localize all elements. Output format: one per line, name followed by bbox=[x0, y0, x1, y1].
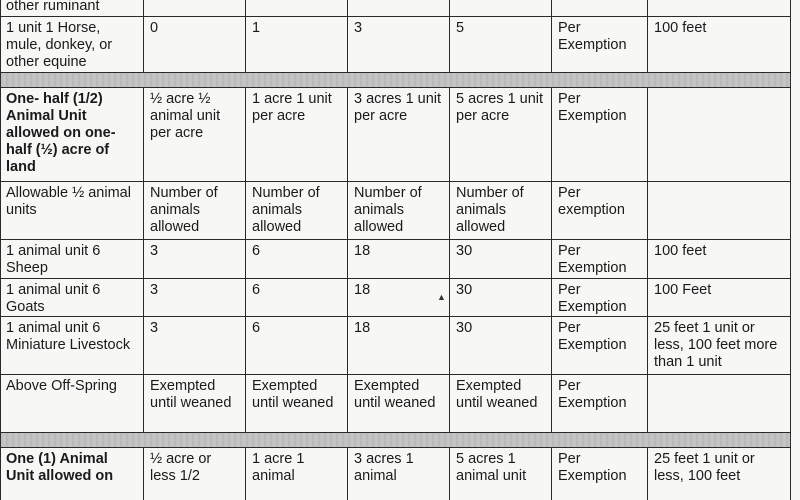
table-cell-setback-col: 25 feet 1 unit or less, 100 feet more than 1 unit bbox=[648, 317, 791, 375]
table-row bbox=[1, 88, 791, 182]
table-cell-five-acre-col bbox=[450, 0, 552, 17]
table-cell-five-acre-col: 30 bbox=[450, 317, 552, 375]
table-cell-row-label: Allowable ½ animal units bbox=[1, 182, 144, 240]
table-cell-exemption-col bbox=[552, 0, 648, 17]
table-cell-five-acre-col: 5 acres 1 animal unit bbox=[450, 448, 552, 500]
table-cell-half-acre-col: ½ acre or less 1/2 bbox=[144, 448, 246, 500]
table-row bbox=[1, 317, 791, 375]
table-cell-one-acre-col: Exempted until weaned bbox=[246, 375, 348, 433]
table-cell-half-acre-col: Exempted until weaned bbox=[144, 375, 246, 433]
table-row bbox=[1, 240, 791, 279]
table-row bbox=[1, 0, 791, 17]
table-cell-one-acre-col: 6 bbox=[246, 317, 348, 375]
table-cell-setback-col bbox=[648, 88, 791, 182]
table-cell-three-acre-col: 3 acres 1 unit per acre bbox=[348, 88, 450, 182]
table-cell-half-acre-col: 3 bbox=[144, 240, 246, 279]
table-cell-setback-col bbox=[648, 182, 791, 240]
table-cell-exemption-col: Per exemption bbox=[552, 182, 648, 240]
table-row bbox=[1, 17, 791, 73]
table-cell-setback-col: 100 feet bbox=[648, 17, 791, 73]
table-cell-three-acre-col: 18 bbox=[348, 240, 450, 279]
table-cell-row-label: 1 animal unit 6 Goats bbox=[1, 279, 144, 317]
table-body bbox=[1, 0, 791, 500]
table-cell-half-acre-col: 3 bbox=[144, 279, 246, 317]
table-cell-exemption-col: Per Exemption bbox=[552, 375, 648, 433]
table-cell-one-acre-col: 6 bbox=[246, 279, 348, 317]
table-cell-three-acre-col: 3 bbox=[348, 17, 450, 73]
table-cell-row-label: One- half (1/2) Animal Unit allowed on one-half (½) acre of land bbox=[1, 88, 144, 182]
table-cell-exemption-col: Per Exemption bbox=[552, 317, 648, 375]
table-cell-one-acre-col: 1 acre 1 unit per acre bbox=[246, 88, 348, 182]
table-cell-one-acre-col: 6 bbox=[246, 240, 348, 279]
scan-artifact-mark: ▲ bbox=[437, 292, 446, 302]
section-separator bbox=[1, 73, 791, 88]
table-cell-one-acre-col bbox=[246, 0, 348, 17]
table-cell-exemption-col: Per Exemption bbox=[552, 448, 648, 500]
table-cell-five-acre-col: 5 bbox=[450, 17, 552, 73]
table-cell-exemption-col: Per Exemption bbox=[552, 88, 648, 182]
table-cell-one-acre-col: 1 bbox=[246, 17, 348, 73]
table-cell-row-label: 1 animal unit 6 Miniature Livestock bbox=[1, 317, 144, 375]
table-cell-half-acre-col bbox=[144, 0, 246, 17]
table-row bbox=[1, 279, 791, 317]
table-cell-one-acre-col: Number of animals allowed bbox=[246, 182, 348, 240]
table-cell-half-acre-col: 0 bbox=[144, 17, 246, 73]
table-row bbox=[1, 375, 791, 433]
table-cell-exemption-col: Per Exemption bbox=[552, 279, 648, 317]
table-cell-setback-col: 100 feet bbox=[648, 240, 791, 279]
table-cell-row-label: One (1) Animal Unit allowed on bbox=[1, 448, 144, 500]
table-cell-one-acre-col: 1 acre 1 animal bbox=[246, 448, 348, 500]
table-cell-three-acre-col: 18 bbox=[348, 317, 450, 375]
table-cell-setback-col bbox=[648, 0, 791, 17]
table-cell-five-acre-col: 5 acres 1 unit per acre bbox=[450, 88, 552, 182]
table-cell-five-acre-col: 30 bbox=[450, 240, 552, 279]
table-cell-five-acre-col: Number of animals allowed bbox=[450, 182, 552, 240]
table-cell-setback-col: 100 Feet bbox=[648, 279, 791, 317]
table-cell-three-acre-col: 3 acres 1 animal bbox=[348, 448, 450, 500]
separator-bar bbox=[1, 433, 791, 448]
table-row bbox=[1, 448, 791, 500]
table-cell-setback-col: 25 feet 1 unit or less, 100 feet bbox=[648, 448, 791, 500]
table-cell-three-acre-col: Number of animals allowed bbox=[348, 182, 450, 240]
table-cell-exemption-col: Per Exemption bbox=[552, 240, 648, 279]
table-cell-row-label: other ruminant bbox=[1, 0, 144, 17]
table-cell-half-acre-col: 3 bbox=[144, 317, 246, 375]
table-row bbox=[1, 182, 791, 240]
table-cell-exemption-col: Per Exemption bbox=[552, 17, 648, 73]
table-cell-three-acre-col: 18 bbox=[348, 279, 450, 317]
table-cell-row-label: 1 unit 1 Horse, mule, donkey, or other equine bbox=[1, 17, 144, 73]
table-cell-row-label: 1 animal unit 6 Sheep bbox=[1, 240, 144, 279]
table-cell-five-acre-col: Exempted until weaned bbox=[450, 375, 552, 433]
table-cell-half-acre-col: Number of animals allowed bbox=[144, 182, 246, 240]
table-cell-row-label: Above Off-Spring bbox=[1, 375, 144, 433]
table-cell-three-acre-col: Exempted until weaned bbox=[348, 375, 450, 433]
section-separator bbox=[1, 433, 791, 448]
table-cell-three-acre-col bbox=[348, 0, 450, 17]
separator-bar bbox=[1, 73, 791, 88]
table-cell-five-acre-col: 30 bbox=[450, 279, 552, 317]
table-cell-half-acre-col: ½ acre ½ animal unit per acre bbox=[144, 88, 246, 182]
table-cell-setback-col bbox=[648, 375, 791, 433]
